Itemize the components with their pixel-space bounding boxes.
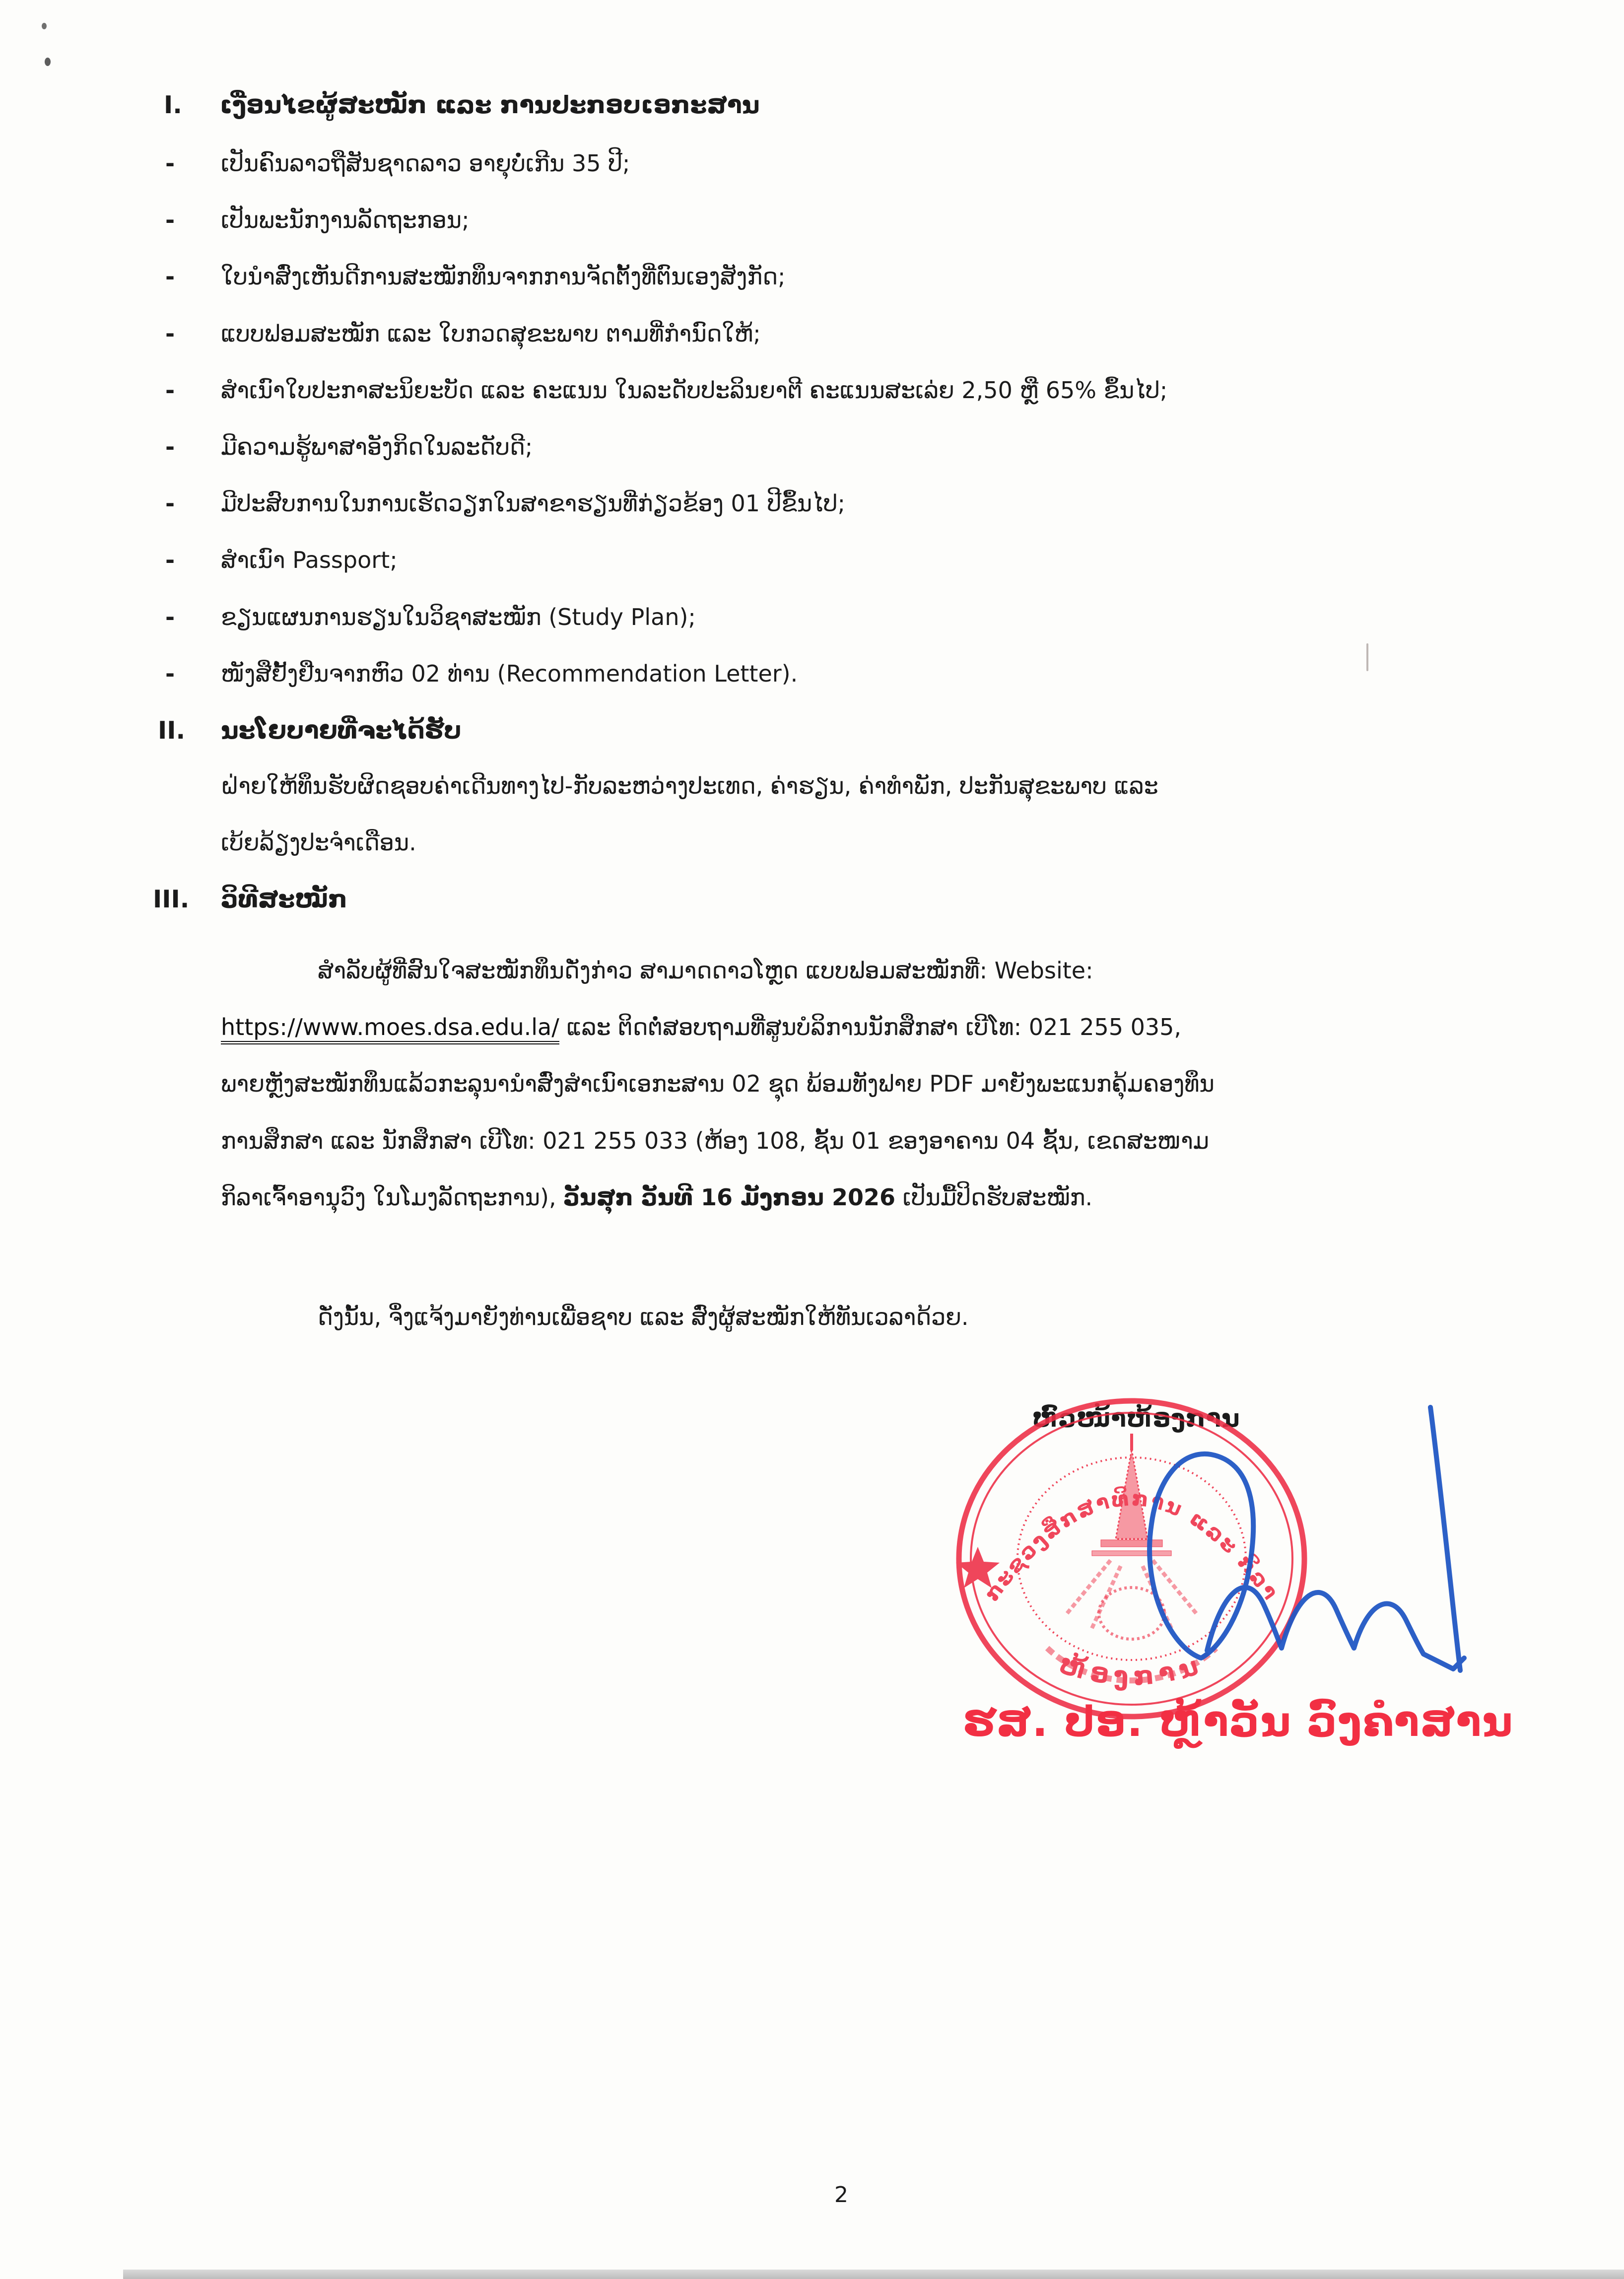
section-3-paragraph-line: ສຳລັບຜູ້ທີ່ສົນໃຈສະໝັກທຶນດັ່ງກ່າວ ສາມາດດາວໂຫຼດ ແບບຟອມສະໝັກທີ່: Website: bbox=[318, 957, 1093, 984]
bullet-dash: - bbox=[165, 377, 175, 404]
bullet-item bbox=[165, 602, 696, 632]
seal-ring-text-bottom: ຫ້ອງການ bbox=[1056, 1649, 1208, 1692]
bullet-item bbox=[165, 148, 630, 179]
closing-sentence: ດັ່ງນັ້ນ, ຈຶ່ງແຈ້ງມາຍັງທ່ານເພື່ອຊາບ ແລະ ສົ່ງຜູ້ສະໝັກໃຫ້ທັນເວລາດ້ວຍ. bbox=[318, 1304, 969, 1330]
bullet-dash: - bbox=[165, 150, 175, 177]
page-number: 2 bbox=[834, 2182, 848, 2208]
bullet-item bbox=[165, 658, 798, 689]
closing-date-prefix: ກິລາເຈົ້າອານຸວົງ ໃນໂມງລັດຖະການ), bbox=[221, 1184, 564, 1211]
bullet-text: ເປັນຄົນລາວຖືສັນຊາດລາວ ອາຍຸບໍ່ເກີນ 35 ປີ; bbox=[221, 150, 630, 177]
seal-ring-text-top: ກະຊວງສຶກສາທິການ ແລະ ກິລາ bbox=[979, 1486, 1284, 1606]
bullet-dash: - bbox=[165, 604, 175, 630]
svg-text:ຫ້ອງການ bbox=[1056, 1650, 1208, 1692]
official-seal-and-signature bbox=[903, 1380, 1529, 1817]
bullet-text: ໃບນຳສົ່ງເຫັນດີການສະໝັກທຶນຈາກການຈັດຕັ້ງທີ່ຕົນເອງສັງກັດ; bbox=[221, 263, 786, 290]
bullet-item bbox=[165, 545, 398, 575]
section-3-paragraph-line bbox=[221, 1012, 1181, 1042]
section-2-body-line: ຝ່າຍໃຫ້ທຶນຮັບຜິດຊອບຄ່າເດີນທາງໄປ-ກັບລະຫວ່າງປະເທດ, ຄ່າຮຽນ, ຄ່າທຳພັກ, ປະກັນສຸຂະພາບ ແລະ bbox=[221, 772, 1158, 799]
section-3-paragraph-line bbox=[221, 1182, 1092, 1213]
section-1-heading bbox=[164, 89, 760, 121]
handwritten-signature bbox=[1150, 1407, 1464, 1670]
scan-mark bbox=[1366, 643, 1368, 671]
bullet-text: ຂຽນແຜນການຮຽນໃນວິຊາສະໝັກ (Study Plan); bbox=[221, 604, 696, 630]
closing-date-suffix: ເປັນມື້ປິດຮັບສະໝັກ. bbox=[895, 1184, 1093, 1211]
section-2-title: ນະໂຍບາຍທີ່ຈະໄດ້ຮັບ bbox=[221, 716, 462, 745]
scan-speck bbox=[45, 58, 51, 66]
scan-speck bbox=[42, 23, 47, 29]
bullet-text: ມີຄວາມຮູ້ພາສາອັງກິດໃນລະດັບດີ; bbox=[221, 433, 533, 460]
bullet-text: ເປັນພະນັກງານລັດຖະກອນ; bbox=[221, 207, 470, 233]
bullet-item bbox=[165, 375, 1167, 406]
deadline-date: ວັນສຸກ ວັນທີ 16 ມັງກອນ 2026 bbox=[563, 1184, 895, 1211]
section-3-title: ວິທີສະໝັກ bbox=[221, 885, 347, 913]
section-3-paragraph-line: ການສຶກສາ ແລະ ນັກສຶກສາ ເບີໂທ: 021 255 033 (ຫ້ອງ 108, ຊັ້ນ 01 ຂອງອາຄານ 04 ຊັ້ນ, ເຂດສະໜາມ bbox=[221, 1127, 1210, 1154]
section-1-title: ເງື່ອນໄຂຜູ້ສະໝັກ ແລະ ການປະກອບເອກະສານ bbox=[220, 91, 760, 119]
bullet-dash: - bbox=[165, 207, 175, 233]
bullet-dash: - bbox=[165, 320, 175, 347]
section-2-body-line: ເບ້ຍລ້ຽງປະຈຳເດືອນ. bbox=[221, 829, 416, 856]
bullet-dash: - bbox=[165, 547, 175, 573]
website-link[interactable]: https://www.moes.dsa.edu.la/ bbox=[221, 1014, 559, 1044]
bullet-text: ມີປະສົບການໃນການເຮັດວຽກໃນສາຂາຮຽນທີ່ກ່ຽວຂ້ອງ 01 ປີຂຶ້ນໄປ; bbox=[221, 490, 846, 517]
scan-edge-strip bbox=[123, 2270, 1624, 2279]
bullet-item bbox=[165, 318, 761, 349]
bullet-item bbox=[165, 488, 845, 519]
bullet-item bbox=[165, 261, 786, 292]
section-3-heading bbox=[153, 884, 347, 915]
bullet-text: ແບບຟອມສະໝັກ ແລະ ໃບກວດສຸຂະພາບ ຕາມທີ່ກຳນົດໃຫ້; bbox=[221, 320, 761, 347]
bullet-dash: - bbox=[165, 660, 175, 687]
bullet-dash: - bbox=[165, 490, 175, 517]
stamped-signatory-name: ຮສ. ປອ. ຫຼ້າວັນ ວົງຄຳສານ bbox=[963, 1697, 1514, 1746]
section-3-numeral: III. bbox=[153, 885, 190, 913]
section-2-heading bbox=[158, 715, 462, 747]
bullet-dash: - bbox=[165, 433, 175, 460]
section-2-numeral: II. bbox=[158, 716, 186, 745]
bullet-item bbox=[165, 205, 470, 235]
bullet-text: ສຳເນົາໃບປະກາສະນິຍະບັດ ແລະ ຄະແນນ ໃນລະດັບປະລິນຍາຕີ ຄະແນນສະເລ່ຍ 2,50 ຫຼື 65% ຂຶ້ນໄປ; bbox=[221, 377, 1168, 404]
section-1-numeral: I. bbox=[164, 91, 182, 119]
section-3-paragraph-line: ພາຍຫຼັງສະໝັກທຶນແລ້ວກະລຸນານຳສົ່ງສຳເນົາເອກະສານ 02 ຊຸດ ພ້ອມທັງຟາຍ PDF ມາຍັງພະແນກຄຸ້ມຄອງທຶນ bbox=[221, 1070, 1215, 1097]
bullet-item bbox=[165, 431, 533, 462]
bullet-text: ໜັງສືຢັ້ງຢືນຈາກຫົວ 02 ທ່ານ (Recommendation Letter). bbox=[221, 660, 798, 687]
bullet-text: ສຳເນົາ Passport; bbox=[221, 547, 398, 573]
signatory-title: ຫົວໜ້າຫ້ອງການ bbox=[1032, 1404, 1240, 1433]
section-3-line2-rest: ແລະ ຕິດຕໍ່ສອບຖາມທີ່ສູນບໍລິການນັກສຶກສາ ເບີໂທ: 021 255 035, bbox=[559, 1014, 1182, 1040]
bullet-dash: - bbox=[165, 263, 175, 290]
